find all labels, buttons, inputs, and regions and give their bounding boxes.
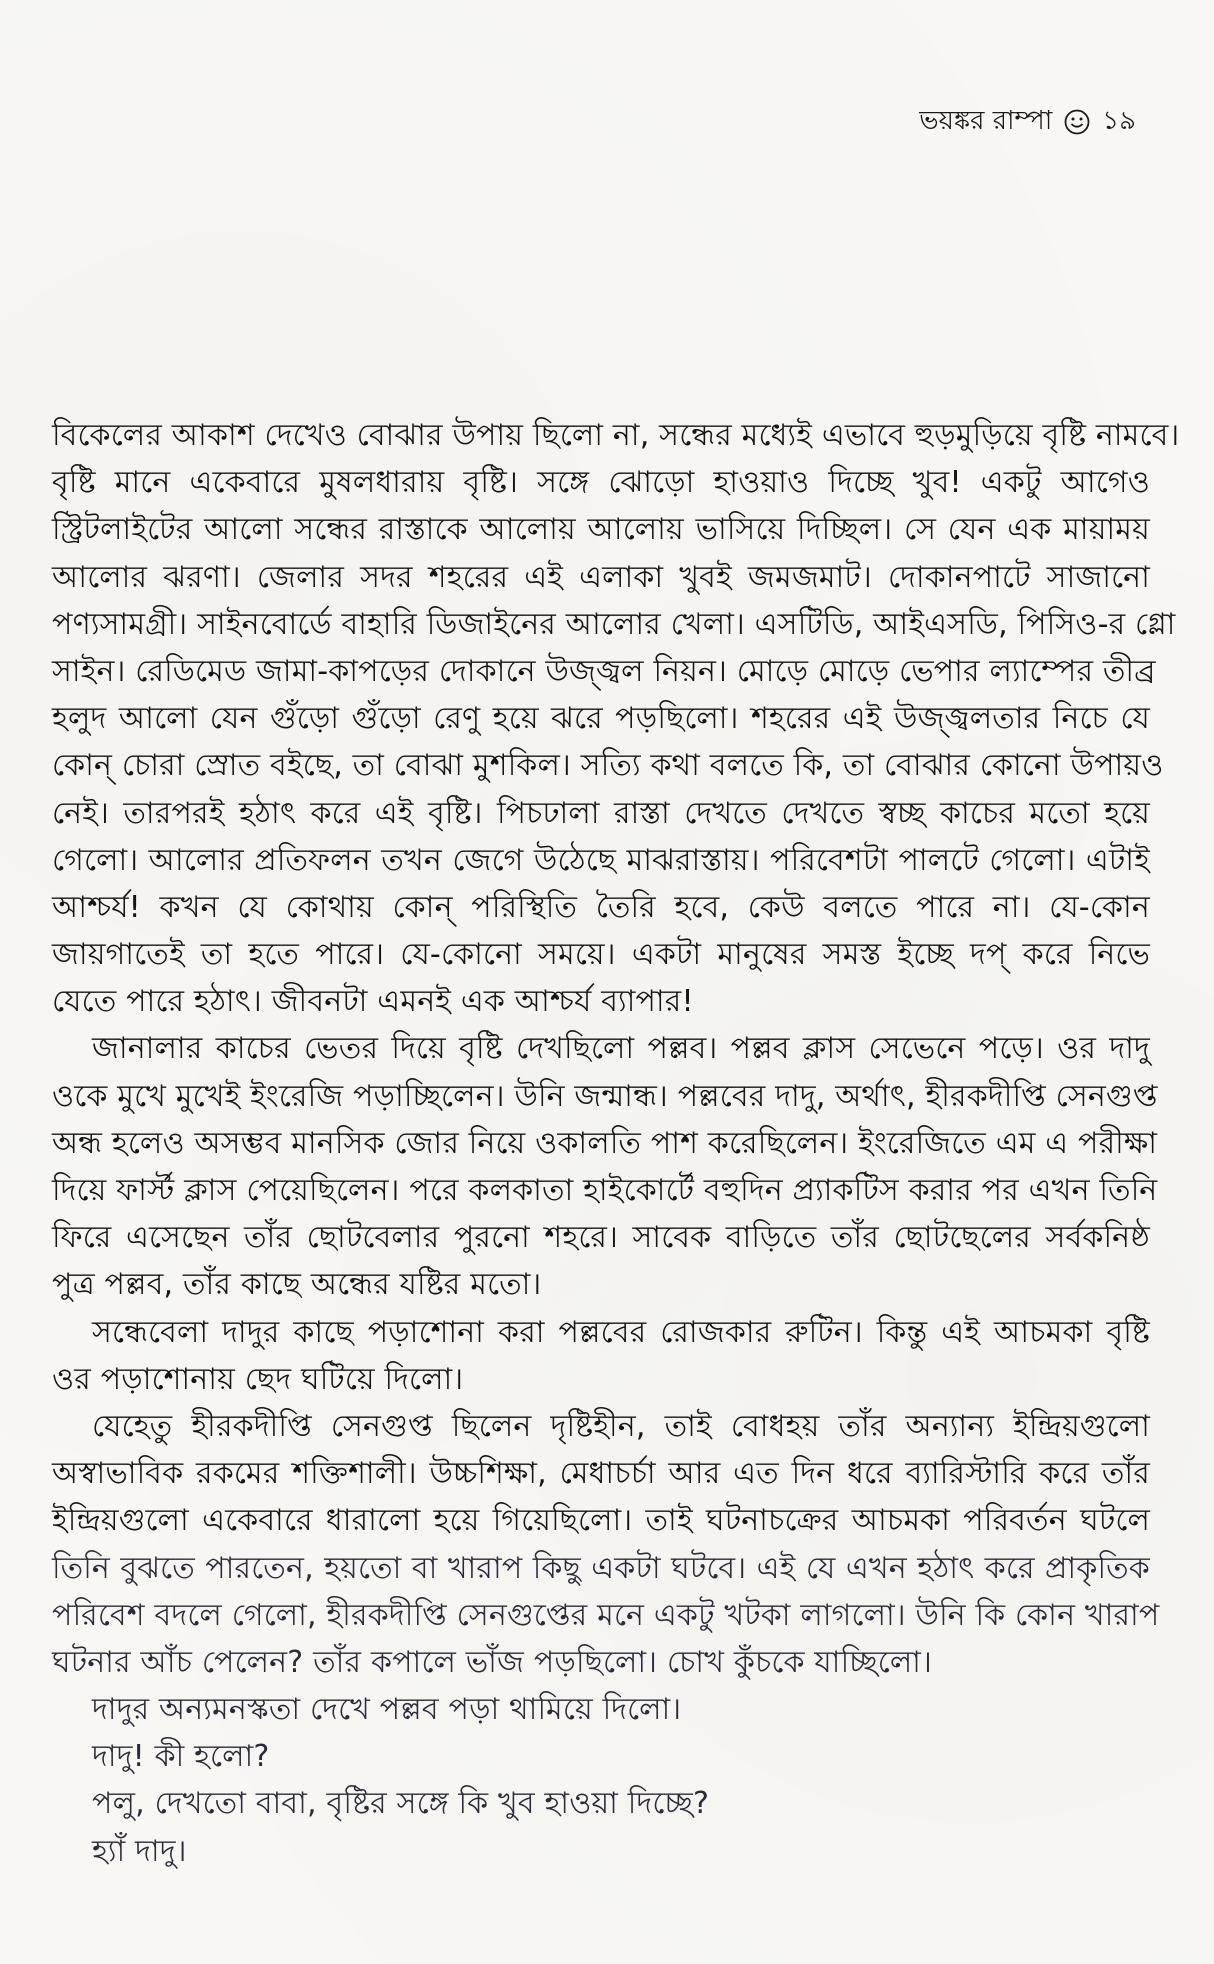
- text-line: স্ট্রিটলাইটের আলো সন্ধের রাস্তাকে আলোয় আলোয় ভাসিয়ে দিচ্ছিল। সে যেন এক মায়াময়: [52, 512, 1150, 548]
- text-line: যেতে পারে হঠাৎ। জীবনটা এমনই এক আশ্চর্য ব্যাপার!: [52, 984, 694, 1020]
- text-line: ওর পড়াশোনায় ছেদ ঘটিয়ে দিলো।: [52, 1361, 464, 1397]
- text-line: বিকেলের আকাশ দেখেও বোঝার উপায় ছিলো না, সন্ধের মধ্যেই এভাবে হুড়মুড়িয়ে বৃষ্টি নামবে।: [52, 418, 1180, 453]
- text-line: ইন্দ্রিয়গুলো একেবারে ধারালো হয়ে গিয়েছিলো। তাই ঘটনাচক্রের আচমকা পরিবর্তন ঘটলে: [52, 1503, 1150, 1539]
- text-line: কোন্ চোরা স্রোত বইছে, তা বোঝা মুশকিল। সত্যি কথা বলতে কি, তা বোঝার কোনো উপায়ও: [52, 748, 1164, 784]
- text-line: যেহেতু হীরকদীপ্তি সেনগুপ্ত ছিলেন দৃষ্টিহীন, তাই বোধহয় তাঁর অন্যান্য ইন্দ্রিয়গুলো: [92, 1408, 1150, 1444]
- text-line: ফিরে এসেছেন তাঁর ছোটবেলার পুরনো শহরে। সাবেক বাড়িতে তাঁর ছোটছেলের সর্বকনিষ্ঠ: [52, 1220, 1150, 1256]
- text-line: আশ্চর্য! কখন যে কোথায় কোন্ পরিস্থিতি তৈরি হবে, কেউ বলতে পারে না। যে-কোন: [52, 889, 1150, 925]
- text-line: অন্ধ হলেও অসম্ভব মানসিক জোর নিয়ে ওকালতি পাশ করেছিলেন। ইংরেজিতে এম এ পরীক্ষা: [52, 1125, 1158, 1161]
- paragraph-2: [52, 1025, 1158, 1308]
- smiley-face-icon: [1064, 109, 1090, 135]
- paragraph-5: [52, 1686, 1150, 1733]
- text-line: অস্বাভাবিক রকমের শক্তিশালী। উচ্চশিক্ষা, মেধাচর্চা আর এত দিন ধরে ব্যারিস্টারি করে তাঁর: [52, 1456, 1150, 1492]
- text-line: দিয়ে ফার্স্ট ক্লাস পেয়েছিলেন। পরে কলকাতা হাইকোর্টে বহুদিন প্র্যাকটিস করার পর এখন তিনি: [52, 1173, 1158, 1208]
- text-line: আলোর ঝরণা। জেলার সদর শহরের এই এলাকা খুবই জমজমাট। দোকানপাটে সাজানো: [52, 559, 1150, 595]
- text-line: বৃষ্টি মানে একেবারে মুষলধারায় বৃষ্টি। সঙ্গে ঝোড়ো হাওয়াও দিচ্ছে খুব! একটু আগেও: [52, 465, 1150, 501]
- text-line: জায়গাতেই তা হতে পারে। যে-কোনো সময়ে। একটা মানুষের সমস্ত ইচ্ছে দপ্ করে নিভে: [52, 937, 1150, 973]
- running-header: [919, 100, 1136, 144]
- text-line: হলুদ আলো যেন গুঁড়ো গুঁড়ো রেণু হয়ে ঝরে পড়ছিলো। শহরের এই উজ্জ্বলতার নিচে যে: [52, 701, 1150, 737]
- text-line: পুত্র পল্লব, তাঁর কাছে অন্ধের যষ্টির মতো।: [52, 1267, 542, 1303]
- body-text: [52, 412, 1180, 1875]
- dialogue-line: পলু, দেখতো বাবা, বৃষ্টির সঙ্গে কি খুব হাওয়া দিচ্ছে?: [92, 1786, 710, 1822]
- book-title: ভয়ঙ্কর রাম্পা: [919, 106, 1053, 136]
- text-line: ওকে মুখে মুখেই ইংরেজি পড়াচ্ছিলেন। উনি জন্মান্ধ। পল্লবের দাদু, অর্থাৎ, হীরকদীপ্তি সেনগুপ্ত: [52, 1078, 1158, 1114]
- text-line: সাইন। রেডিমেড জামা-কাপড়ের দোকানে উজ্জ্বল নিয়ন। মোড়ে মোড়ে ভেপার ল্যাম্পের তীব্র: [52, 653, 1156, 689]
- paragraph-4: [52, 1403, 1160, 1686]
- dialogue-line: দাদু! কী হলো?: [92, 1739, 270, 1775]
- text-line: পরিবেশ বদলে গেলো, হীরকদীপ্তি সেনগুপ্তের মনে একটু খটকা লাগলো। উনি কি কোন খারাপ: [52, 1597, 1160, 1633]
- text-line: সন্ধেবেলা দাদুর কাছে পড়াশোনা করা পল্লবের রোজকার রুটিন। কিন্তু এই আচমকা বৃষ্টি: [92, 1314, 1150, 1350]
- text-line: গেলো। আলোর প্রতিফলন তখন জেগে উঠেছে মাঝরাস্তায়। পরিবেশটা পালটে গেলো। এটাই: [52, 842, 1150, 878]
- text-line: তিনি বুঝতে পারতেন, হয়তো বা খারাপ কিছু একটা ঘটবে। এই যে এখন হঠাৎ করে প্রাকৃতিক: [52, 1550, 1150, 1586]
- text-line: পণ্যসামগ্রী। সাইনবোর্ডে বাহারি ডিজাইনের আলোর খেলা। এসটিডি, আইএসডি, পিসিও-র গ্লো: [52, 606, 1176, 642]
- dialogue-line: হ্যাঁ দাদু।: [92, 1833, 187, 1869]
- paragraph-3: [52, 1309, 1150, 1403]
- text-line: নেই। তারপরই হঠাৎ করে এই বৃষ্টি। পিচঢালা রাস্তা দেখতে দেখতে স্বচ্ছ কাচের মতো হয়ে: [52, 795, 1150, 831]
- text-line: জানালার কাচের ভেতর দিয়ে বৃষ্টি দেখছিলো পল্লব। পল্লব ক্লাস সেভেনে পড়ে। ওর দাদু: [92, 1031, 1150, 1067]
- paragraph-1: [52, 412, 1180, 1025]
- text-line: ঘটনার আঁচ পেলেন? তাঁর কপালে ভাঁজ পড়ছিলো। চোখ কুঁচকে যাচ্ছিলো।: [52, 1644, 932, 1680]
- text-line: দাদুর অন্যমনস্কতা দেখে পল্লব পড়া থামিয়ে দিলো।: [92, 1692, 682, 1728]
- page-number: ১৯: [1102, 106, 1136, 136]
- dialogue-block: [52, 1733, 1150, 1875]
